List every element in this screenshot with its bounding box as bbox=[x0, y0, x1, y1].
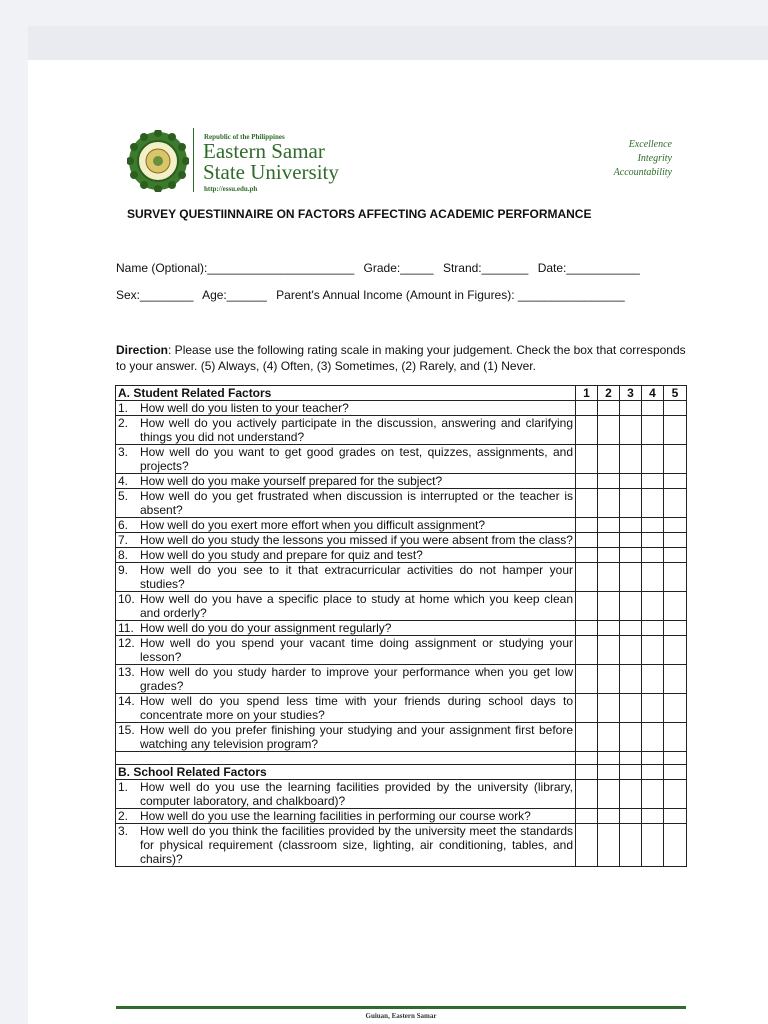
question-text: How well do you exert more effort when you difficult assignment? bbox=[140, 518, 486, 532]
rating-checkbox-2[interactable] bbox=[598, 665, 620, 694]
question-cell bbox=[116, 824, 576, 867]
rating-checkbox-5[interactable] bbox=[664, 401, 687, 416]
question-number: 3. bbox=[118, 445, 129, 459]
respondent-fields-row1 bbox=[116, 261, 646, 275]
question-row bbox=[116, 824, 687, 867]
question-row bbox=[116, 809, 687, 824]
rating-checkbox-3[interactable] bbox=[620, 636, 642, 665]
question-cell bbox=[116, 621, 576, 636]
question-row bbox=[116, 533, 687, 548]
rating-checkbox-2[interactable] bbox=[598, 533, 620, 548]
scale-header-cell bbox=[642, 765, 664, 780]
question-row bbox=[116, 445, 687, 474]
rating-checkbox-3[interactable] bbox=[620, 665, 642, 694]
question-text: How well do you spend less time with your friends during school days to concentrate more on your studies? bbox=[140, 694, 573, 722]
question-number: 13. bbox=[118, 665, 135, 679]
university-name-line1: Eastern Samar bbox=[203, 139, 325, 163]
rating-checkbox-2[interactable] bbox=[598, 694, 620, 723]
rating-checkbox-1[interactable] bbox=[576, 636, 598, 665]
question-text: How well do you listen to your teacher? bbox=[140, 401, 349, 415]
spacer-cell bbox=[620, 752, 642, 765]
rating-checkbox-5[interactable] bbox=[664, 809, 687, 824]
rating-checkbox-1[interactable] bbox=[576, 723, 598, 752]
question-number: 4. bbox=[118, 474, 129, 488]
direction-body: : Please use the following rating scale in making your judgement. Check the box that corresponds to your answer. (5) Always, (4) Often, (3) Sometimes, (2) Rarely, and (1) Never. bbox=[116, 343, 686, 373]
question-text: How well do you spend your vacant time doing assignment or studying your lesson? bbox=[140, 636, 573, 664]
rating-checkbox-3[interactable] bbox=[620, 474, 642, 489]
rating-checkbox-5[interactable] bbox=[664, 474, 687, 489]
rating-checkbox-3[interactable] bbox=[620, 809, 642, 824]
survey-title: SURVEY QUESTIINNAIRE ON FACTORS AFFECTING ACADEMIC PERFORMANCE bbox=[127, 207, 592, 221]
question-row bbox=[116, 489, 687, 518]
question-text: How well do you study harder to improve your performance when you get low grades? bbox=[140, 665, 573, 693]
question-text: How well do you see to it that extracurricular activities do not hamper your studies? bbox=[140, 563, 573, 591]
rating-checkbox-3[interactable] bbox=[620, 723, 642, 752]
question-cell bbox=[116, 518, 576, 533]
university-name bbox=[203, 141, 339, 183]
date-field[interactable]: Date:___________ bbox=[537, 261, 640, 275]
rating-checkbox-2[interactable] bbox=[598, 445, 620, 474]
question-cell bbox=[116, 401, 576, 416]
strand-field[interactable]: Strand:_______ bbox=[442, 261, 529, 275]
rating-checkbox-4[interactable] bbox=[642, 518, 664, 533]
rating-checkbox-3[interactable] bbox=[620, 533, 642, 548]
rating-checkbox-4[interactable] bbox=[642, 489, 664, 518]
question-row bbox=[116, 548, 687, 563]
question-number: 3. bbox=[118, 824, 129, 838]
rating-checkbox-1[interactable] bbox=[576, 592, 598, 621]
spacer-cell bbox=[664, 752, 687, 765]
rating-checkbox-4[interactable] bbox=[642, 548, 664, 563]
rating-checkbox-1[interactable] bbox=[576, 824, 598, 867]
question-row bbox=[116, 780, 687, 809]
rating-checkbox-4[interactable] bbox=[642, 533, 664, 548]
direction-text bbox=[116, 342, 686, 374]
survey-table bbox=[115, 385, 687, 867]
rating-checkbox-5[interactable] bbox=[664, 489, 687, 518]
question-number: 10. bbox=[118, 592, 135, 606]
section-title: A. Student Related Factors bbox=[116, 386, 576, 401]
question-number: 6. bbox=[118, 518, 129, 532]
header-divider bbox=[193, 128, 194, 192]
question-number: 2. bbox=[118, 416, 129, 430]
question-number: 9. bbox=[118, 563, 129, 577]
question-cell bbox=[116, 665, 576, 694]
question-row bbox=[116, 563, 687, 592]
question-number: 15. bbox=[118, 723, 135, 737]
scale-header-1: 1 bbox=[576, 386, 598, 401]
rating-checkbox-5[interactable] bbox=[664, 665, 687, 694]
motto-excellence: Excellence bbox=[628, 139, 672, 150]
rating-checkbox-2[interactable] bbox=[598, 474, 620, 489]
question-number: 2. bbox=[118, 809, 129, 823]
question-number: 7. bbox=[118, 533, 129, 547]
rating-checkbox-4[interactable] bbox=[642, 809, 664, 824]
question-cell bbox=[116, 780, 576, 809]
rating-checkbox-1[interactable] bbox=[576, 665, 598, 694]
question-text: How well do you get frustrated when discussion is interrupted or the teacher is absent? bbox=[140, 489, 573, 517]
rating-checkbox-1[interactable] bbox=[576, 809, 598, 824]
rating-checkbox-4[interactable] bbox=[642, 474, 664, 489]
rating-checkbox-1[interactable] bbox=[576, 518, 598, 533]
rating-checkbox-4[interactable] bbox=[642, 665, 664, 694]
rating-checkbox-1[interactable] bbox=[576, 563, 598, 592]
rating-checkbox-5[interactable] bbox=[664, 694, 687, 723]
rating-checkbox-4[interactable] bbox=[642, 824, 664, 867]
question-row bbox=[116, 592, 687, 621]
question-text: How well do you actively participate in the discussion, answering and clarifying things you did not understand? bbox=[140, 416, 573, 444]
motto bbox=[614, 138, 672, 180]
question-number: 11. bbox=[118, 621, 134, 635]
rating-checkbox-5[interactable] bbox=[664, 723, 687, 752]
question-text: How well do you prefer finishing your studying and your assignment first before watching any television program? bbox=[140, 723, 573, 751]
rating-checkbox-1[interactable] bbox=[576, 445, 598, 474]
rating-checkbox-4[interactable] bbox=[642, 401, 664, 416]
scale-header-cell bbox=[598, 765, 620, 780]
rating-checkbox-3[interactable] bbox=[620, 489, 642, 518]
question-row bbox=[116, 665, 687, 694]
university-name-line2: State University bbox=[203, 160, 339, 184]
question-cell bbox=[116, 533, 576, 548]
question-cell bbox=[116, 563, 576, 592]
question-text: How well do you use the learning facilities provided by the university (library, computer laboratory, and chalkboard)? bbox=[140, 780, 573, 808]
scale-header-5: 5 bbox=[664, 386, 687, 401]
rating-checkbox-1[interactable] bbox=[576, 401, 598, 416]
footer-address: Guiuan, Eastern Samar bbox=[365, 1012, 437, 1020]
spacer-row bbox=[116, 752, 687, 765]
question-text: How well do you want to get good grades on test, quizzes, assignments, and projects? bbox=[140, 445, 573, 473]
rating-checkbox-3[interactable] bbox=[620, 401, 642, 416]
rating-checkbox-5[interactable] bbox=[664, 533, 687, 548]
rating-checkbox-3[interactable] bbox=[620, 780, 642, 809]
rating-checkbox-4[interactable] bbox=[642, 621, 664, 636]
direction-label: Direction bbox=[116, 343, 169, 357]
question-row bbox=[116, 416, 687, 445]
rating-checkbox-1[interactable] bbox=[576, 489, 598, 518]
question-row bbox=[116, 401, 687, 416]
rating-checkbox-2[interactable] bbox=[598, 636, 620, 665]
rating-checkbox-2[interactable] bbox=[598, 489, 620, 518]
rating-checkbox-2[interactable] bbox=[598, 723, 620, 752]
scale-header-3: 3 bbox=[620, 386, 642, 401]
rating-checkbox-5[interactable] bbox=[664, 416, 687, 445]
rating-checkbox-1[interactable] bbox=[576, 780, 598, 809]
rating-checkbox-4[interactable] bbox=[642, 416, 664, 445]
rating-checkbox-2[interactable] bbox=[598, 592, 620, 621]
rating-checkbox-1[interactable] bbox=[576, 621, 598, 636]
spacer-cell bbox=[576, 752, 598, 765]
spacer-cell bbox=[598, 752, 620, 765]
question-text: How well do you make yourself prepared for the subject? bbox=[140, 474, 443, 488]
scale-header-2: 2 bbox=[598, 386, 620, 401]
question-row bbox=[116, 621, 687, 636]
rating-checkbox-4[interactable] bbox=[642, 723, 664, 752]
scale-header-cell bbox=[576, 765, 598, 780]
question-cell bbox=[116, 416, 576, 445]
income-field[interactable]: Parent's Annual Income (Amount in Figures): ________________ bbox=[276, 288, 625, 302]
section_b-header-row bbox=[116, 765, 687, 780]
rating-checkbox-4[interactable] bbox=[642, 592, 664, 621]
rating-checkbox-3[interactable] bbox=[620, 416, 642, 445]
viewer-toolbar bbox=[28, 26, 768, 60]
rating-checkbox-5[interactable] bbox=[664, 563, 687, 592]
rating-checkbox-5[interactable] bbox=[664, 592, 687, 621]
age-field[interactable]: Age:______ bbox=[202, 288, 267, 302]
name-field[interactable]: Name (Optional):______________________ bbox=[116, 261, 355, 275]
question-row bbox=[116, 636, 687, 665]
rating-checkbox-1[interactable] bbox=[576, 694, 598, 723]
scale-header-cell bbox=[664, 765, 687, 780]
republic-text: Republic of the Philippines bbox=[204, 133, 285, 141]
question-number: 1. bbox=[118, 401, 129, 415]
rating-checkbox-5[interactable] bbox=[664, 824, 687, 867]
question-cell bbox=[116, 548, 576, 563]
question-row bbox=[116, 694, 687, 723]
rating-checkbox-4[interactable] bbox=[642, 780, 664, 809]
question-cell bbox=[116, 474, 576, 489]
rating-checkbox-1[interactable] bbox=[576, 474, 598, 489]
question-text: How well do you have a specific place to study at home which you keep clean and orderly? bbox=[140, 592, 573, 620]
rating-checkbox-5[interactable] bbox=[664, 548, 687, 563]
rating-checkbox-4[interactable] bbox=[642, 694, 664, 723]
rating-checkbox-1[interactable] bbox=[576, 533, 598, 548]
rating-checkbox-2[interactable] bbox=[598, 824, 620, 867]
respondent-fields-row2 bbox=[116, 288, 631, 302]
rating-checkbox-2[interactable] bbox=[598, 621, 620, 636]
rating-checkbox-3[interactable] bbox=[620, 621, 642, 636]
scale-header-4: 4 bbox=[642, 386, 664, 401]
question-number: 5. bbox=[118, 489, 129, 503]
question-cell bbox=[116, 694, 576, 723]
rating-checkbox-2[interactable] bbox=[598, 548, 620, 563]
question-number: 12. bbox=[118, 636, 135, 650]
question-row bbox=[116, 518, 687, 533]
question-cell bbox=[116, 445, 576, 474]
question-row bbox=[116, 474, 687, 489]
question-cell bbox=[116, 636, 576, 665]
question-number: 8. bbox=[118, 548, 129, 562]
question-cell bbox=[116, 592, 576, 621]
question-text: How well do you study and prepare for quiz and test? bbox=[140, 548, 423, 562]
motto-integrity: Integrity bbox=[637, 153, 672, 164]
rating-checkbox-5[interactable] bbox=[664, 780, 687, 809]
rating-checkbox-3[interactable] bbox=[620, 445, 642, 474]
grade-field[interactable]: Grade:_____ bbox=[363, 261, 434, 275]
rating-checkbox-3[interactable] bbox=[620, 694, 642, 723]
rating-checkbox-3[interactable] bbox=[620, 592, 642, 621]
question-row bbox=[116, 723, 687, 752]
rating-checkbox-5[interactable] bbox=[664, 445, 687, 474]
question-number: 1. bbox=[118, 780, 129, 794]
rating-checkbox-5[interactable] bbox=[664, 621, 687, 636]
rating-checkbox-5[interactable] bbox=[664, 636, 687, 665]
rating-checkbox-3[interactable] bbox=[620, 563, 642, 592]
scale-header-cell bbox=[620, 765, 642, 780]
rating-checkbox-2[interactable] bbox=[598, 563, 620, 592]
question-cell bbox=[116, 809, 576, 824]
rating-checkbox-2[interactable] bbox=[598, 416, 620, 445]
rating-checkbox-2[interactable] bbox=[598, 780, 620, 809]
question-text: How well do you use the learning facilities in performing our course work? bbox=[140, 809, 531, 823]
question-number: 14. bbox=[118, 694, 135, 708]
question-text: How well do you think the facilities provided by the university meet the standards for physical requirement (classroom size, lighting, air conditioning, tables, and chairs)? bbox=[140, 824, 573, 866]
rating-checkbox-2[interactable] bbox=[598, 518, 620, 533]
rating-checkbox-2[interactable] bbox=[598, 401, 620, 416]
rating-checkbox-1[interactable] bbox=[576, 416, 598, 445]
rating-checkbox-1[interactable] bbox=[576, 548, 598, 563]
rating-checkbox-4[interactable] bbox=[642, 636, 664, 665]
rating-checkbox-3[interactable] bbox=[620, 548, 642, 563]
rating-checkbox-4[interactable] bbox=[642, 445, 664, 474]
rating-checkbox-2[interactable] bbox=[598, 809, 620, 824]
rating-checkbox-4[interactable] bbox=[642, 563, 664, 592]
section_a-header-row bbox=[116, 386, 687, 401]
spacer-cell bbox=[642, 752, 664, 765]
university-seal-icon bbox=[127, 130, 189, 192]
university-url: http://essu.edu.ph bbox=[204, 185, 258, 193]
footer-divider bbox=[116, 1006, 686, 1009]
rating-checkbox-3[interactable] bbox=[620, 824, 642, 867]
question-cell bbox=[116, 723, 576, 752]
rating-checkbox-5[interactable] bbox=[664, 518, 687, 533]
sex-field[interactable]: Sex:________ bbox=[116, 288, 194, 302]
rating-checkbox-3[interactable] bbox=[620, 518, 642, 533]
question-text: How well do you study the lessons you missed if you were absent from the class? bbox=[140, 533, 573, 547]
question-cell bbox=[116, 489, 576, 518]
motto-accountability: Accountability bbox=[613, 167, 672, 178]
question-text: How well do you do your assignment regularly? bbox=[140, 621, 392, 635]
spacer-cell bbox=[116, 752, 576, 765]
section-title: B. School Related Factors bbox=[116, 765, 576, 780]
